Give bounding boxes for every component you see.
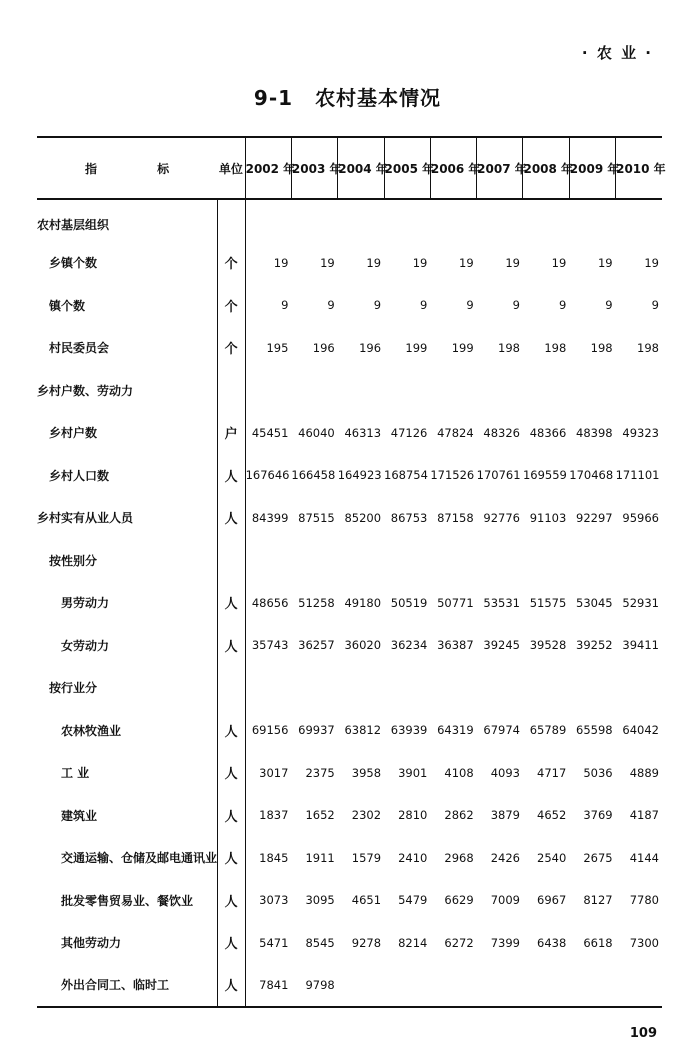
row-value: 49323 bbox=[622, 425, 659, 440]
row-value bbox=[616, 199, 662, 242]
row-value: 9 bbox=[281, 298, 289, 313]
row-value: 95966 bbox=[622, 510, 659, 525]
row-value: 19 bbox=[320, 255, 335, 270]
row-value bbox=[477, 667, 523, 710]
row-value: 9798 bbox=[291, 964, 337, 1007]
row-unit: 人 bbox=[217, 837, 245, 880]
row-value: 3095 bbox=[305, 893, 335, 908]
row-value: 46040 bbox=[298, 425, 335, 440]
row-value: 7300 bbox=[629, 935, 659, 950]
table-number: 9-1 bbox=[253, 86, 294, 110]
header-year: 2008 年 bbox=[523, 137, 569, 199]
row-value: 9 bbox=[512, 298, 520, 313]
row-value: 170761 bbox=[476, 468, 521, 483]
row-value: 6618 bbox=[583, 935, 613, 950]
row-unit: 人 bbox=[217, 624, 245, 667]
row-value: 19 bbox=[366, 255, 382, 270]
row-value: 7841 bbox=[245, 964, 291, 1007]
statistics-table bbox=[37, 136, 666, 1008]
row-value: 169559 bbox=[522, 468, 567, 483]
row-value bbox=[477, 539, 523, 582]
row-value: 35743 bbox=[251, 638, 289, 653]
row-value: 53045 bbox=[576, 595, 613, 610]
header-year: 2009 年 bbox=[569, 137, 615, 199]
header-year: 2005 年 bbox=[384, 137, 430, 199]
row-value: 50771 bbox=[437, 595, 474, 610]
row-value: 3958 bbox=[351, 765, 382, 780]
row-value: 9 bbox=[373, 298, 382, 313]
table-row bbox=[37, 369, 662, 412]
row-value: 48656 bbox=[251, 595, 289, 610]
row-value bbox=[523, 964, 569, 1007]
row-value: 36387 bbox=[437, 638, 474, 653]
row-value bbox=[291, 199, 337, 242]
table-body bbox=[37, 199, 662, 1007]
table-row bbox=[37, 709, 662, 752]
header-year: 2007 年 bbox=[477, 137, 523, 199]
row-value bbox=[291, 667, 337, 710]
row-value: 19 bbox=[459, 255, 474, 270]
row-value: 47824 bbox=[437, 425, 474, 440]
row-unit bbox=[217, 539, 245, 582]
row-value: 5036 bbox=[583, 765, 613, 780]
row-value: 84399 bbox=[251, 510, 289, 525]
header-year: 2003 年 bbox=[291, 137, 337, 199]
table-header-row bbox=[37, 137, 662, 199]
row-value: 69937 bbox=[298, 723, 335, 738]
row-value: 9 bbox=[466, 298, 474, 313]
row-value: 4093 bbox=[490, 765, 520, 780]
table-row bbox=[37, 667, 662, 710]
row-value: 168754 bbox=[384, 468, 428, 483]
row-value: 198 bbox=[544, 340, 567, 355]
table-row bbox=[37, 327, 662, 370]
row-value: 48326 bbox=[483, 425, 520, 440]
row-value: 87158 bbox=[437, 510, 474, 525]
row-value: 6272 bbox=[444, 935, 474, 950]
row-value: 195 bbox=[266, 340, 289, 355]
row-value: 9 bbox=[558, 298, 567, 313]
row-value: 3879 bbox=[490, 808, 520, 823]
table-row bbox=[37, 837, 662, 880]
row-value: 3901 bbox=[398, 765, 428, 780]
table-row bbox=[37, 794, 662, 837]
row-value: 67974 bbox=[483, 723, 520, 738]
header-year: 2010 年 bbox=[616, 137, 662, 199]
table-row bbox=[37, 624, 662, 667]
row-value: 199 bbox=[405, 340, 428, 355]
row-value: 8545 bbox=[305, 935, 335, 950]
row-value: 5479 bbox=[398, 893, 428, 908]
row-value: 7009 bbox=[490, 893, 520, 908]
row-unit: 户 bbox=[217, 412, 245, 455]
table-row bbox=[37, 752, 662, 795]
row-value: 64042 bbox=[622, 723, 659, 738]
row-value: 8214 bbox=[398, 935, 428, 950]
row-value: 167646 bbox=[245, 468, 290, 483]
row-value: 198 bbox=[498, 340, 520, 355]
row-value bbox=[569, 369, 615, 412]
header-unit: 单位 bbox=[217, 137, 245, 199]
row-value: 1845 bbox=[259, 850, 289, 865]
row-value: 4889 bbox=[629, 765, 659, 780]
row-unit: 个 bbox=[217, 284, 245, 327]
row-value bbox=[523, 539, 569, 582]
row-value: 65789 bbox=[529, 723, 567, 738]
row-value: 1579 bbox=[351, 850, 382, 865]
row-unit: 人 bbox=[217, 879, 245, 922]
row-value: 2810 bbox=[398, 808, 428, 823]
row-value: 9 bbox=[420, 298, 428, 313]
header-year: 2006 年 bbox=[430, 137, 476, 199]
table-title: 农村基本情况 bbox=[315, 86, 442, 110]
header-indicator: 指 标 bbox=[37, 137, 217, 199]
row-indicator: 建筑业 bbox=[61, 808, 98, 823]
row-value: 39528 bbox=[529, 638, 567, 653]
row-value: 85200 bbox=[344, 510, 382, 525]
row-value bbox=[477, 369, 523, 412]
row-value bbox=[523, 369, 569, 412]
row-value bbox=[384, 667, 430, 710]
row-value: 8127 bbox=[583, 893, 613, 908]
row-value: 2968 bbox=[444, 850, 474, 865]
row-value: 48366 bbox=[529, 425, 567, 440]
row-value: 1911 bbox=[305, 850, 335, 865]
row-value bbox=[569, 539, 615, 582]
row-value: 166458 bbox=[291, 468, 336, 483]
row-indicator: 乡村人口数 bbox=[49, 468, 110, 483]
row-value: 2675 bbox=[583, 850, 613, 865]
row-indicator: 乡村户数、劳动力 bbox=[37, 383, 134, 398]
row-value: 9278 bbox=[351, 935, 382, 950]
row-value bbox=[477, 964, 523, 1007]
row-value bbox=[523, 667, 569, 710]
row-value bbox=[523, 199, 569, 242]
row-value: 36234 bbox=[390, 638, 428, 653]
row-value bbox=[245, 199, 291, 242]
row-value bbox=[430, 199, 476, 242]
row-value: 86753 bbox=[390, 510, 428, 525]
row-indicator: 乡村实有从业人员 bbox=[37, 511, 134, 526]
row-value: 2302 bbox=[351, 808, 382, 823]
row-value: 6438 bbox=[537, 935, 567, 950]
table-row bbox=[37, 242, 662, 285]
table-row bbox=[37, 582, 662, 625]
row-indicator: 外出合同工、临时工 bbox=[37, 964, 217, 1007]
row-value: 4108 bbox=[444, 765, 474, 780]
row-value bbox=[616, 369, 662, 412]
row-value bbox=[384, 199, 430, 242]
row-indicator: 其他劳动力 bbox=[61, 936, 122, 951]
row-value: 47126 bbox=[390, 425, 428, 440]
row-value: 50519 bbox=[390, 595, 428, 610]
row-value: 171101 bbox=[615, 468, 660, 483]
row-value: 64319 bbox=[437, 723, 474, 738]
row-value: 196 bbox=[312, 340, 335, 355]
header-year: 2002 年 bbox=[245, 137, 291, 199]
row-value: 9 bbox=[651, 298, 659, 313]
row-value: 4717 bbox=[537, 765, 567, 780]
row-value bbox=[430, 667, 476, 710]
row-value: 39252 bbox=[576, 638, 613, 653]
row-value bbox=[338, 369, 384, 412]
row-value: 45451 bbox=[251, 425, 289, 440]
row-value: 199 bbox=[451, 340, 474, 355]
row-value: 63812 bbox=[344, 723, 382, 738]
row-value: 6629 bbox=[444, 893, 474, 908]
row-value bbox=[291, 539, 337, 582]
row-value: 3017 bbox=[259, 765, 289, 780]
table-row bbox=[37, 497, 662, 540]
row-value: 19 bbox=[597, 255, 613, 270]
row-value: 170468 bbox=[569, 468, 614, 483]
row-value: 19 bbox=[644, 255, 659, 270]
row-value: 198 bbox=[637, 340, 659, 355]
row-value: 53531 bbox=[483, 595, 520, 610]
row-value: 51258 bbox=[298, 595, 335, 610]
row-value: 1652 bbox=[305, 808, 335, 823]
row-value: 4187 bbox=[629, 808, 659, 823]
row-value: 69156 bbox=[251, 723, 289, 738]
row-unit: 个 bbox=[217, 242, 245, 285]
row-value: 46313 bbox=[344, 425, 382, 440]
row-value: 51575 bbox=[529, 595, 567, 610]
row-value: 164923 bbox=[337, 468, 382, 483]
row-value bbox=[384, 964, 430, 1007]
row-value bbox=[245, 539, 291, 582]
row-indicator: 乡村户数 bbox=[49, 426, 98, 441]
row-value bbox=[384, 539, 430, 582]
table-row bbox=[37, 454, 662, 497]
row-value: 19 bbox=[273, 255, 289, 270]
row-value bbox=[338, 667, 384, 710]
row-value: 4144 bbox=[629, 850, 659, 865]
row-value bbox=[338, 964, 384, 1007]
row-value bbox=[245, 369, 291, 412]
table-row bbox=[37, 199, 662, 242]
row-indicator: 女劳动力 bbox=[61, 638, 110, 653]
row-value bbox=[569, 667, 615, 710]
row-value: 2426 bbox=[490, 850, 520, 865]
page-title bbox=[0, 82, 695, 111]
row-value bbox=[430, 369, 476, 412]
table-row bbox=[37, 879, 662, 922]
table-row bbox=[37, 539, 662, 582]
row-value: 3073 bbox=[259, 893, 289, 908]
row-value bbox=[338, 539, 384, 582]
row-value: 48398 bbox=[576, 425, 613, 440]
row-unit: 人 bbox=[217, 497, 245, 540]
row-value: 19 bbox=[412, 255, 428, 270]
page-number: 109 bbox=[629, 1026, 657, 1041]
row-unit: 人 bbox=[217, 582, 245, 625]
row-value: 1837 bbox=[259, 808, 289, 823]
row-value bbox=[245, 667, 291, 710]
row-value: 2540 bbox=[537, 850, 567, 865]
row-unit bbox=[217, 369, 245, 412]
row-value: 63939 bbox=[390, 723, 428, 738]
row-value: 9 bbox=[605, 298, 613, 313]
row-value bbox=[616, 667, 662, 710]
row-value: 19 bbox=[505, 255, 520, 270]
row-indicator: 农林牧渔业 bbox=[61, 723, 122, 738]
header-year: 2004 年 bbox=[338, 137, 384, 199]
row-value: 2410 bbox=[398, 850, 428, 865]
row-value bbox=[430, 964, 476, 1007]
row-value: 39245 bbox=[483, 638, 520, 653]
row-indicator: 镇个数 bbox=[49, 298, 86, 313]
row-unit: 人 bbox=[217, 454, 245, 497]
table-row bbox=[37, 922, 662, 965]
row-value: 36020 bbox=[344, 638, 382, 653]
row-value bbox=[384, 369, 430, 412]
row-value: 9 bbox=[327, 298, 335, 313]
row-unit: 人 bbox=[217, 709, 245, 752]
row-value: 52931 bbox=[622, 595, 659, 610]
row-indicator: 交通运输、仓储及邮电通讯业 bbox=[61, 851, 218, 866]
row-value: 4652 bbox=[537, 808, 567, 823]
row-value bbox=[430, 539, 476, 582]
row-value bbox=[569, 199, 615, 242]
row-value: 49180 bbox=[344, 595, 382, 610]
row-value: 198 bbox=[590, 340, 613, 355]
row-value bbox=[291, 369, 337, 412]
row-unit: 人 bbox=[217, 752, 245, 795]
row-unit bbox=[217, 199, 245, 242]
row-unit: 人 bbox=[217, 794, 245, 837]
row-value: 91103 bbox=[529, 510, 567, 525]
row-value: 19 bbox=[551, 255, 567, 270]
row-unit: 人 bbox=[217, 964, 245, 1007]
row-value: 7399 bbox=[490, 935, 520, 950]
row-indicator: 按行业分 bbox=[49, 681, 98, 696]
section-tag: · 农 业 · bbox=[581, 44, 653, 62]
row-indicator: 批发零售贸易业、餐饮业 bbox=[61, 893, 194, 908]
row-value bbox=[616, 539, 662, 582]
row-indicator: 男劳动力 bbox=[61, 596, 110, 611]
table-row bbox=[37, 284, 662, 327]
row-value: 6967 bbox=[537, 893, 567, 908]
row-value: 5471 bbox=[259, 935, 289, 950]
row-indicator: 按性别分 bbox=[49, 553, 98, 568]
row-indicator: 村民委员会 bbox=[49, 341, 110, 356]
row-value: 65598 bbox=[576, 723, 613, 738]
row-value: 36257 bbox=[298, 638, 335, 653]
row-unit: 个 bbox=[217, 327, 245, 370]
row-value: 4651 bbox=[351, 893, 382, 908]
row-indicator: 乡镇个数 bbox=[49, 256, 98, 271]
row-value bbox=[616, 964, 662, 1007]
row-value: 196 bbox=[359, 340, 382, 355]
row-value: 2862 bbox=[444, 808, 474, 823]
row-indicator: 工 业 bbox=[61, 766, 90, 781]
row-value: 92297 bbox=[576, 510, 613, 525]
row-indicator: 农村基层组织 bbox=[37, 218, 110, 233]
row-value: 39411 bbox=[622, 638, 659, 653]
row-value: 171526 bbox=[430, 468, 475, 483]
row-value bbox=[477, 199, 523, 242]
row-unit bbox=[217, 667, 245, 710]
row-value bbox=[338, 199, 384, 242]
row-value bbox=[569, 964, 615, 1007]
row-value: 92776 bbox=[483, 510, 520, 525]
row-value: 7780 bbox=[629, 893, 659, 908]
row-unit: 人 bbox=[217, 922, 245, 965]
row-value: 87515 bbox=[298, 510, 335, 525]
row-value: 2375 bbox=[305, 765, 335, 780]
row-value: 3769 bbox=[583, 808, 613, 823]
table-row bbox=[37, 964, 662, 1007]
table-row bbox=[37, 412, 662, 455]
